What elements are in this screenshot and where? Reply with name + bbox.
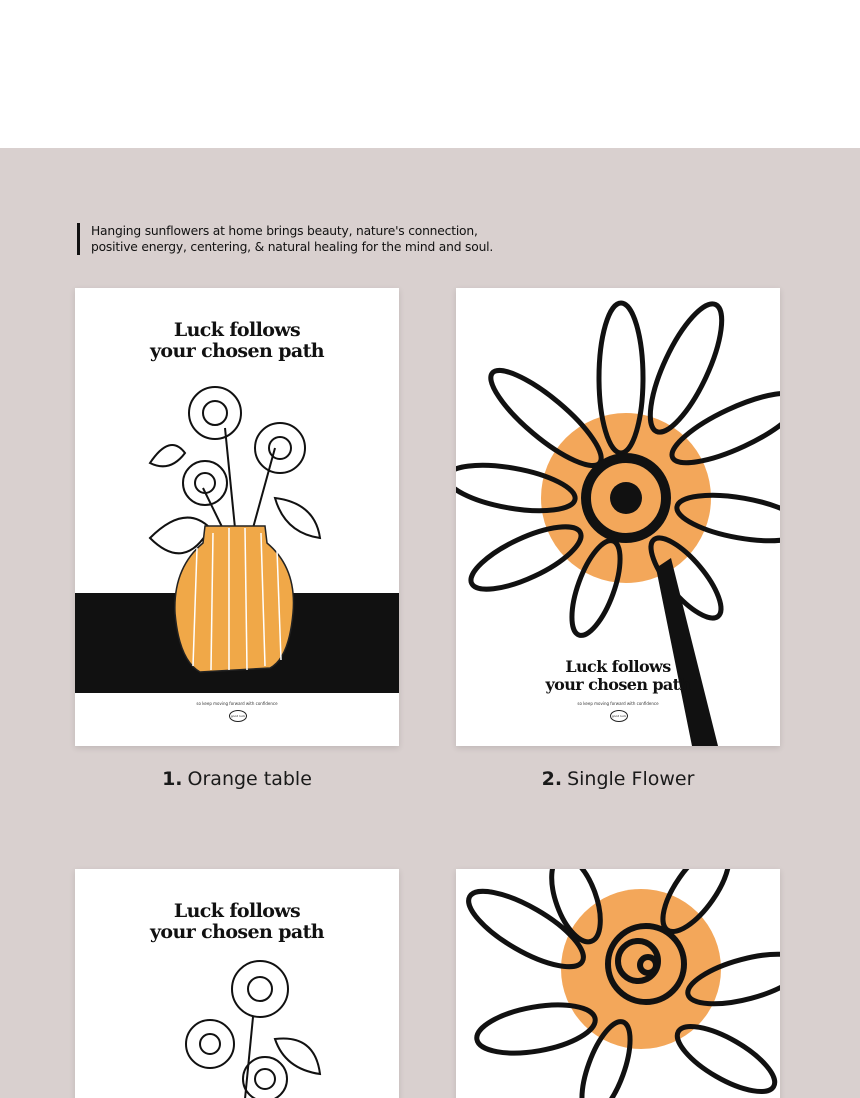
poster-orange-table[interactable] (75, 288, 399, 746)
poster-2-logo: good luck (610, 710, 628, 722)
poster-1-caption (75, 768, 399, 790)
poster-2-tagline: so keep moving forward with confidence (577, 701, 659, 706)
caption-name: Single Flower (567, 768, 695, 790)
poster-1-logo: good luck (229, 710, 247, 722)
poster-bouquet[interactable] (75, 869, 399, 1098)
quote-line-2: your chosen path (149, 921, 324, 943)
flower-stem (656, 558, 718, 746)
quote-line-1: Luck follows (173, 900, 301, 922)
poster-2-caption (456, 768, 780, 790)
intro-line-2: positive energy, centering, & natural healing for the mind and soul. (91, 240, 494, 254)
caption-number: 2. (541, 768, 563, 790)
poster-single-flower[interactable] (456, 288, 780, 746)
quote-line-2: your chosen path (149, 340, 324, 362)
intro-line-1: Hanging sunflowers at home brings beauty, nature's connection, (91, 224, 478, 238)
intro-text (77, 223, 611, 255)
flower-core (610, 482, 642, 514)
quote-line-1: Luck follows (565, 657, 671, 676)
poster-3-quote (75, 901, 399, 943)
quote-line-2: your chosen path (545, 675, 691, 694)
quote-line-1: Luck follows (173, 319, 301, 341)
poster-swirl-flower[interactable] (456, 869, 780, 1098)
caption-name: Orange table (187, 768, 312, 790)
poster-2-quote (456, 658, 780, 694)
caption-number: 1. (162, 768, 183, 790)
product-detail-panel (0, 148, 860, 1098)
poster-1-quote (75, 320, 399, 362)
poster-4-illustration (456, 869, 780, 1098)
poster-1-tagline: so keep moving forward with confidence (196, 701, 278, 706)
sunflower-bouquet (186, 961, 320, 1098)
